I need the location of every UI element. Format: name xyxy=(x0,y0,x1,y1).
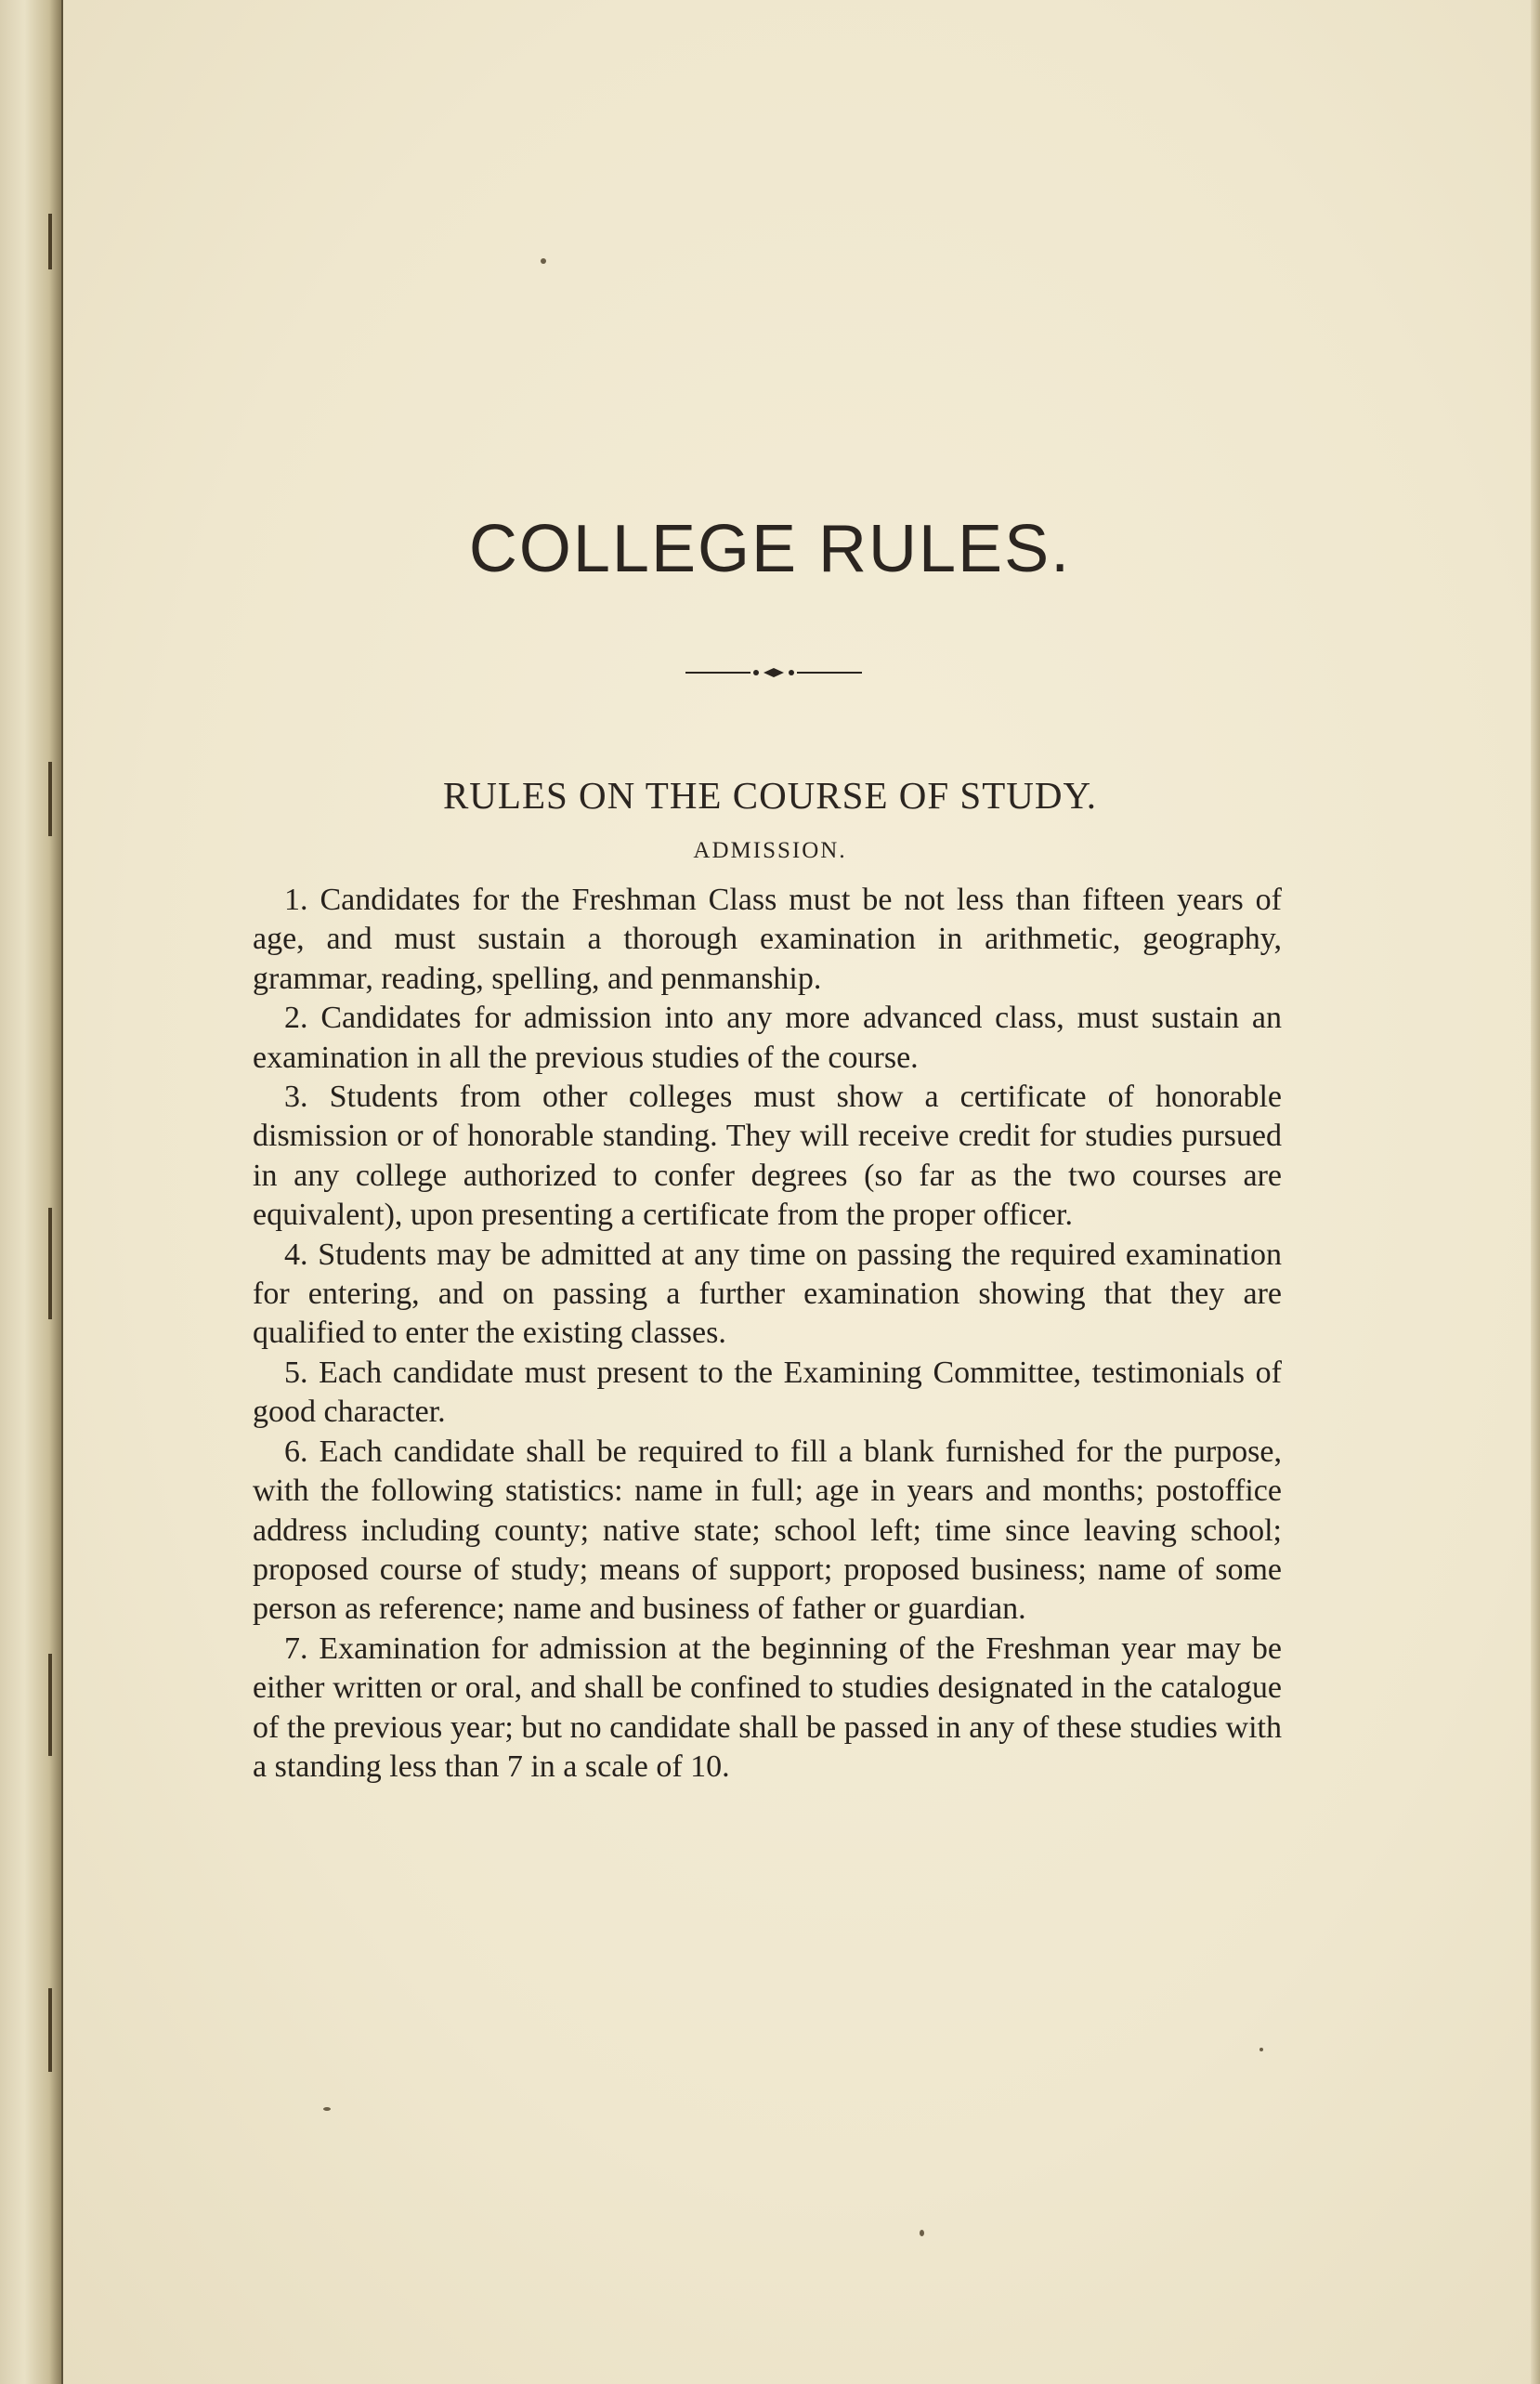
subsection-heading: ADMISSION. xyxy=(693,838,847,863)
rule-paragraph: 4. Students may be admitted at any time on passing the required examination for entering, and on passing a further examination showing that they are qualified to enter the existing classes. xyxy=(253,1237,1282,1351)
rule-paragraph: 2. Candidates for admission into any more advanced class, must sustain an examination in all the previous studies of the course. xyxy=(253,1001,1282,1075)
paper-speck xyxy=(1259,2048,1263,2051)
paper-speck xyxy=(323,2107,331,2111)
paper-speck xyxy=(541,258,546,264)
page-binding xyxy=(0,0,63,2384)
section-heading: RULES ON THE COURSE OF STUDY. xyxy=(442,774,1098,817)
rule-paragraph: 5. Each candidate must present to the Examining Committee, testimonials of good character. xyxy=(253,1355,1282,1430)
page-edge xyxy=(1531,0,1540,2384)
binding-stitch xyxy=(48,214,52,269)
title-rule-ornament xyxy=(685,663,862,682)
binding-stitch xyxy=(48,1654,52,1756)
binding-stitch xyxy=(48,1208,52,1319)
rule-paragraph: 7. Examination for admission at the beginning of the Freshman year may be either written or oral, and shall be confined to studies designated in the catalogue of the previous year; but no candidate shall be passed in any of these studies with a standing less than 7 in a scale of 10. xyxy=(253,1631,1282,1784)
rule-paragraph: 1. Candidates for the Freshman Class must be not less than fifteen years of age, and must sustain a thorough examination in arithmetic, geography, grammar, reading, spelling, and penmanship. xyxy=(253,883,1282,996)
page-title: COLLEGE RULES. xyxy=(468,512,1072,586)
rule-paragraph: 3. Students from other colleges must show a certificate of honorable dismission or of honorable standing. They will receive credit for studies pursued in any college authorized to confer degrees (so far as the two courses are equivalent), upon presenting a certificate from the proper officer. xyxy=(253,1080,1282,1233)
paper-speck xyxy=(920,2230,924,2236)
rules-list xyxy=(253,881,1282,1787)
binding-stitch xyxy=(48,1988,52,2072)
rule-paragraph: 6. Each candidate shall be required to fill a blank furnished for the purpose, with the following statistics: name in full; age in years and months; postoffice address including county; native state; school left; time since leaving school; proposed course of study; means of support; proposed business; name of some person as reference; name and business of father or guardian. xyxy=(253,1434,1282,1627)
